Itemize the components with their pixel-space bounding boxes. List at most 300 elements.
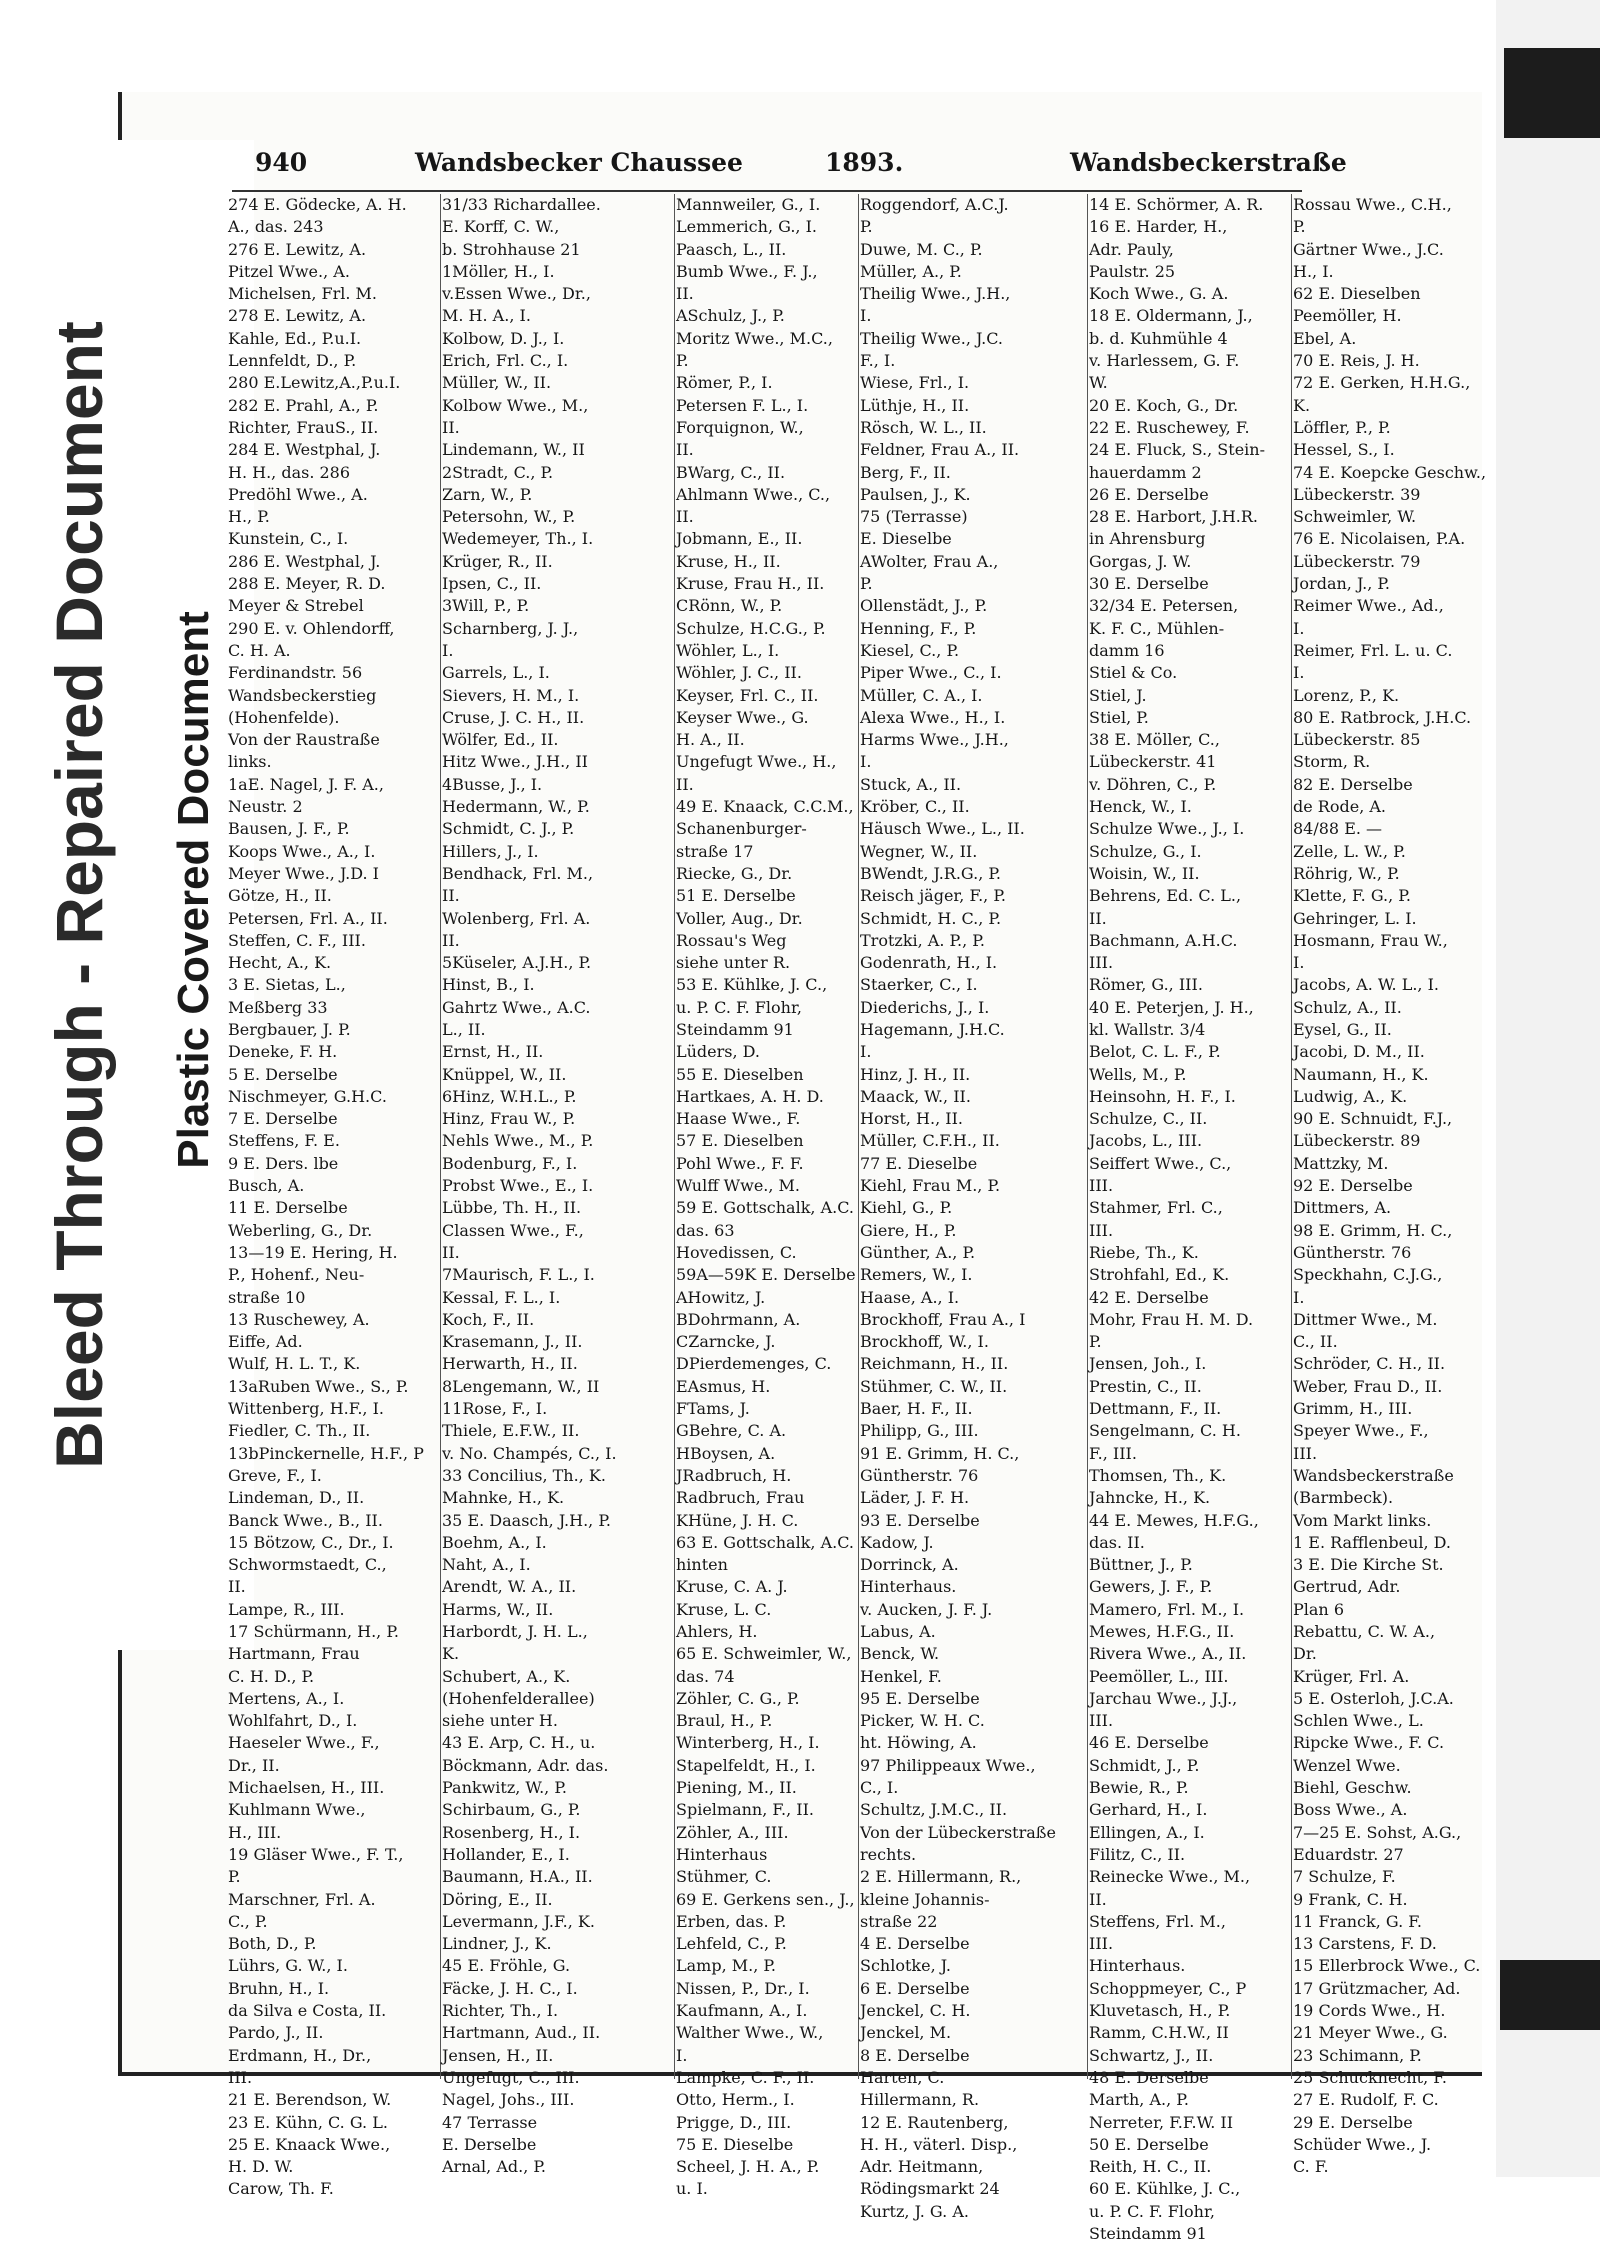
directory-entry-line: Lüders, D. — [676, 1042, 761, 1062]
directory-entry-line: Banck Wwe., B., II. — [228, 1510, 383, 1530]
directory-entry-line: Belot, C. L. F., P. — [1089, 1042, 1221, 1062]
directory-entry-line: Mahnke, H., K. — [442, 1488, 565, 1508]
directory-entry-line: Adr. Pauly, — [1089, 239, 1174, 259]
directory-entry-line: Lübbe, Th. H., II. — [442, 1198, 582, 1218]
directory-entry-line: Piper Wwe., C., I. — [860, 663, 1002, 683]
directory-entry-line: Güntherstr. 76 — [1293, 1242, 1412, 1262]
directory-entry-line: Wiese, Frl., I. — [860, 373, 970, 393]
directory-entry-line: Levermann, J.F., K. — [442, 1911, 595, 1931]
directory-entry-line: Weberling, G., Dr. — [228, 1220, 373, 1240]
directory-entry-line: 25 Schucknecht, F. — [1293, 2067, 1447, 2087]
directory-entry-line: Wittenberg, H.F., I. — [228, 1399, 384, 1419]
directory-entry-line: 50 E. Derselbe — [1089, 2134, 1209, 2154]
directory-entry-line: Wells, M., P. — [1089, 1064, 1187, 1084]
directory-entry-line: Baumann, H.A., II. — [442, 1867, 593, 1887]
directory-entry-line: 13 Carstens, F. D. — [1293, 1934, 1437, 1954]
directory-entry-line: Lehfeld, C., P. — [676, 1934, 787, 1954]
directory-entry-line: I. — [1293, 953, 1305, 973]
directory-entry-line: Petersen F. L., I. — [676, 395, 809, 415]
directory-entry-line: Greve, F., I. — [228, 1465, 322, 1485]
directory-entry-line: 30 E. Derselbe — [1089, 574, 1209, 594]
directory-column-6 — [1293, 194, 1487, 2177]
directory-entry-line: II. — [442, 1242, 460, 1262]
side-label — [24, 140, 254, 1650]
directory-entry-line: Pankwitz, W., P. — [442, 1778, 567, 1798]
directory-entry-line: Winterberg, H., I. — [676, 1733, 820, 1753]
directory-entry-line: kl. Wallstr. 3/4 — [1089, 1019, 1206, 1039]
directory-entry-line: in Ahrensburg — [1089, 529, 1206, 549]
directory-entry-line: 21 E. Berendson, W. — [228, 2090, 392, 2110]
directory-entry-line: Sievers, H. M., I. — [442, 685, 580, 705]
directory-entry-line: 2 E. Hillermann, R., — [860, 1867, 1022, 1887]
directory-entry-line: HBoysen, A. — [676, 1443, 776, 1463]
directory-entry-line: Meyer Wwe., J.D. I — [228, 863, 379, 883]
directory-entry-line: Reinecke Wwe., M., — [1089, 1867, 1251, 1887]
directory-entry-line: Lampke, C. F., II. — [676, 2067, 815, 2087]
directory-entry-line: straße 22 — [860, 1911, 938, 1931]
directory-entry-line: Piening, M., II. — [676, 1778, 797, 1798]
directory-entry-line: Schanenburger- — [676, 819, 807, 839]
directory-entry-line: 23 E. Kühn, C. G. L. — [228, 2112, 388, 2132]
directory-entry-line: Plan 6 — [1293, 1599, 1344, 1619]
directory-entry-line: Koch, F., II. — [442, 1309, 535, 1329]
directory-entry-line: K. — [1293, 395, 1311, 415]
directory-entry-line: E. Dieselbe — [860, 529, 952, 549]
directory-entry-line: Keyser, Frl. C., II. — [676, 685, 819, 705]
directory-entry-line: Mannweiler, G., I. — [676, 195, 821, 214]
column-divider — [858, 194, 859, 2079]
directory-entry-line: P. — [1293, 217, 1306, 237]
directory-entry-line: 80 E. Ratbrock, J.H.C. — [1293, 707, 1472, 727]
directory-entry-line: 12 E. Rautenberg, — [860, 2112, 1009, 2132]
directory-entry-line: Eysel, G., II. — [1293, 1019, 1392, 1039]
directory-entry-line: 7—25 E. Sohst, A.G., — [1293, 1822, 1462, 1842]
directory-entry-line: Ludwig, A., K. — [1293, 1086, 1408, 1106]
directory-entry-line: 31/33 Richardallee. — [442, 195, 601, 214]
directory-entry-line: Busch, A. — [228, 1176, 305, 1196]
directory-entry-line: 278 E. Lewitz, A. — [228, 306, 367, 326]
directory-entry-line: Hinz, Frau W., P. — [442, 1109, 576, 1129]
directory-entry-line: Remers, W., I. — [860, 1265, 973, 1285]
directory-entry-line: 4Busse, J., I. — [442, 774, 543, 794]
directory-entry-line: 282 E. Prahl, A., P. — [228, 395, 379, 415]
directory-entry-line: 1 E. Rafflenbeul, D. — [1293, 1532, 1451, 1552]
directory-entry-line: II. — [676, 774, 694, 794]
directory-entry-line: Schweimler, W. — [1293, 507, 1417, 527]
directory-entry-line: Nischmeyer, G.H.C. — [228, 1086, 387, 1106]
directory-entry-line: Lindeman, D., II. — [228, 1488, 365, 1508]
directory-entry-line: links. — [228, 752, 272, 772]
directory-entry-line: Lübeckerstr. 41 — [1089, 752, 1217, 772]
directory-entry-line: Schlotke, J. — [860, 1956, 951, 1976]
directory-entry-line: Marth, A., P. — [1089, 2090, 1189, 2110]
directory-entry-line: Scharnberg, J. J., — [442, 618, 579, 638]
directory-entry-line: Bergbauer, J. P. — [228, 1019, 351, 1039]
directory-entry-line: Jensen, H., II. — [442, 2045, 554, 2065]
header-year: 1893. — [825, 148, 904, 177]
directory-entry-line: H., III. — [228, 1822, 282, 1842]
directory-entry-line: Peemöller, L., III. — [1089, 1666, 1229, 1686]
directory-entry-line: Mattzky, M. — [1293, 1153, 1389, 1173]
directory-entry-line: 19 Gläser Wwe., F. T., — [228, 1844, 404, 1864]
directory-entry-line: II. — [228, 1577, 246, 1597]
directory-entry-line: Lindemann, W., II — [442, 440, 585, 460]
directory-entry-line: 19 Cords Wwe., H. — [1293, 2001, 1446, 2021]
directory-entry-line: Schüder Wwe., J. — [1293, 2134, 1432, 2154]
directory-entry-line: 76 E. Nicolaisen, P.A. — [1293, 529, 1466, 549]
directory-entry-line: Hovedissen, C. — [676, 1242, 797, 1262]
directory-entry-line: Böckmann, Adr. das. — [442, 1755, 609, 1775]
directory-entry-line: Brockhoff, W., I. — [860, 1332, 989, 1352]
directory-entry-line: Kahle, Ed., P.u.I. — [228, 328, 362, 348]
directory-entry-line: Jobmann, E., II. — [676, 529, 803, 549]
directory-entry-line: rechts. — [860, 1844, 917, 1864]
directory-entry-line: Hinterhaus — [676, 1844, 768, 1864]
directory-entry-line: Von der Lübeckerstraße — [860, 1822, 1056, 1842]
directory-entry-line: Roggendorf, A.C.J. — [860, 195, 1009, 214]
directory-entry-line: Michaelsen, H., III. — [228, 1778, 385, 1798]
directory-entry-line: Forquignon, W., — [676, 417, 804, 437]
directory-entry-line: Zöhler, C. G., P. — [676, 1688, 800, 1708]
directory-entry-line: Hinst, B., I. — [442, 975, 535, 995]
directory-entry-line: Pitzel Wwe., A. — [228, 261, 350, 281]
directory-entry-line: Steindamm 91 — [1089, 2224, 1207, 2244]
directory-entry-line: Hollander, E., I. — [442, 1844, 570, 1864]
directory-entry-line: Lüthje, H., II. — [860, 395, 970, 415]
directory-entry-line: Rödingsmarkt 24 — [860, 2179, 1000, 2199]
directory-entry-line: Lübeckerstr. 79 — [1293, 551, 1421, 571]
directory-entry-line: AWolter, Frau A., — [860, 551, 999, 571]
directory-entry-line: 280 E.Lewitz,A.,P.u.I. — [228, 373, 401, 393]
directory-entry-line: Stiel, P. — [1089, 707, 1149, 727]
directory-entry-line: Garrels, L., I. — [442, 663, 550, 683]
directory-entry-line: Mamero, Frl. M., I. — [1089, 1599, 1245, 1619]
directory-entry-line: Neustr. 2 — [228, 797, 303, 817]
directory-entry-line: Lennfeldt, D., P. — [228, 351, 357, 371]
directory-entry-line: C., P. — [228, 1911, 268, 1931]
directory-entry-line: Steffens, F. E. — [228, 1131, 340, 1151]
directory-entry-line: Naht, A., I. — [442, 1555, 531, 1575]
directory-entry-line: Wandsbeckerstieg — [228, 685, 377, 705]
directory-entry-line: Harms, W., II. — [442, 1599, 554, 1619]
directory-entry-line: DPierdemenges, C. — [676, 1354, 832, 1374]
directory-entry-line: u. P. C. F. Flohr, — [676, 997, 802, 1017]
directory-entry-line: Stühmer, C. W., II. — [860, 1376, 1008, 1396]
directory-entry-line: Bendhack, Frl. M., — [442, 863, 594, 883]
directory-entry-line: Gahrtz Wwe., A.C. — [442, 997, 591, 1017]
directory-column-2 — [442, 194, 672, 2177]
directory-entry-line: Erben, das. P. — [676, 1911, 787, 1931]
directory-entry-line: 59A—59K E. Derselbe — [676, 1265, 856, 1285]
directory-entry-line: siehe unter R. — [676, 953, 791, 973]
directory-entry-line: II. — [442, 930, 460, 950]
directory-entry-line: 69 E. Gerkens sen., J., — [676, 1889, 855, 1909]
directory-entry-line: Lampe, R., III. — [228, 1599, 345, 1619]
directory-entry-line: Schlen Wwe., L. — [1293, 1711, 1424, 1731]
directory-entry-line: Knüppel, W., II. — [442, 1064, 567, 1084]
directory-entry-line: Hartmann, Frau — [228, 1644, 360, 1664]
directory-entry-line: CRönn, W., P. — [676, 596, 783, 616]
directory-entry-line: 49 E. Knaack, C.C.M., — [676, 797, 854, 817]
directory-entry-line: Speckhahn, C.J.G., — [1293, 1265, 1443, 1285]
directory-entry-line: 1aE. Nagel, J. F. A., — [228, 774, 384, 794]
directory-entry-line: Kruse, H., II. — [676, 551, 781, 571]
directory-entry-line: 55 E. Dieselben — [676, 1064, 804, 1084]
directory-entry-line: Döring, E., II. — [442, 1889, 553, 1909]
directory-entry-line: straße 17 — [676, 841, 754, 861]
directory-entry-line: Richter, Th., I. — [442, 2001, 559, 2021]
directory-entry-line: Kunstein, C., I. — [228, 529, 349, 549]
directory-entry-line: das. II. — [1089, 1532, 1145, 1552]
directory-entry-line: C. H. A. — [228, 640, 291, 660]
directory-entry-line: Walther Wwe., W., — [676, 2023, 824, 2043]
directory-entry-line: Harbordt, J. H. L., — [442, 1622, 588, 1641]
directory-entry-line: 84/88 E. — — [1293, 819, 1383, 839]
directory-entry-line: Hinterhaus. — [1089, 1956, 1186, 1976]
directory-entry-line: Hedermann, W., P. — [442, 797, 590, 817]
directory-entry-line: Paulsen, J., K. — [860, 484, 971, 504]
directory-entry-line: Meyer & Strebel — [228, 596, 364, 616]
directory-entry-line: Kessal, F. L., I. — [442, 1287, 561, 1307]
directory-entry-line: 40 E. Peterjen, J. H., — [1089, 997, 1254, 1017]
directory-column-5 — [1089, 194, 1289, 2244]
directory-entry-line: Jordan, J., P. — [1293, 574, 1390, 594]
directory-entry-line: Krüger, Frl. A. — [1293, 1666, 1410, 1686]
directory-entry-line: 13aRuben Wwe., S., P. — [228, 1376, 409, 1396]
directory-entry-line: v.Essen Wwe., Dr., — [442, 284, 591, 304]
directory-entry-line: 43 E. Arp, C. H., u. — [442, 1733, 596, 1753]
directory-entry-line: 3 E. Sietas, L., — [228, 975, 346, 995]
directory-entry-line: 57 E. Dieselben — [676, 1131, 804, 1151]
directory-entry-line: 93 E. Derselbe — [860, 1510, 980, 1530]
directory-entry-line: 17 Schürmann, H., P. — [228, 1622, 399, 1641]
directory-entry-line: Riecke, G., Dr. — [676, 863, 793, 883]
directory-entry-line: Thomsen, Th., K. — [1089, 1465, 1227, 1485]
directory-entry-line: 59 E. Gottschalk, A.C. — [676, 1198, 854, 1218]
directory-entry-line: H., P. — [228, 507, 270, 527]
directory-entry-line: Haase, A., I. — [860, 1287, 960, 1307]
directory-entry-line: Hagemann, J.H.C. — [860, 1019, 1005, 1039]
directory-entry-line: de Rode, A. — [1293, 797, 1386, 817]
directory-entry-line: Wöhler, L., I. — [676, 640, 780, 660]
page-number: 940 — [255, 148, 308, 177]
directory-entry-line: Jenckel, M. — [860, 2023, 952, 2043]
directory-entry-line: Schulze Wwe., J., I. — [1089, 819, 1245, 839]
side-label-line-2: Plastic Covered Document — [169, 611, 218, 1169]
directory-entry-line: Schultz, J.M.C., II. — [860, 1800, 1008, 1820]
directory-entry-line: 72 E. Gerken, H.H.G., — [1293, 373, 1471, 393]
header-right-title: Wandsbeckerstraße — [1070, 148, 1347, 177]
directory-entry-line: Speyer Wwe., F., — [1293, 1421, 1429, 1441]
directory-entry-line: Stapelfeldt, H., I. — [676, 1755, 816, 1775]
directory-entry-line: Stiel & Co. — [1089, 663, 1178, 683]
directory-entry-line: 11Rose, F., I. — [442, 1399, 548, 1419]
directory-entry-line: Lemmerich, G., I. — [676, 217, 817, 237]
directory-entry-line: u. P. C. F. Flohr, — [1089, 2201, 1215, 2221]
directory-entry-line: Rivera Wwe., A., II. — [1089, 1644, 1247, 1664]
directory-entry-line: I. — [860, 1042, 872, 1062]
directory-entry-line: II. — [1089, 908, 1107, 928]
directory-entry-line: 65 E. Schweimler, W., — [676, 1644, 852, 1664]
directory-entry-line: Labus, A. — [860, 1622, 936, 1641]
directory-entry-line: Löffler, P., P. — [1293, 417, 1391, 437]
directory-entry-line: 35 E. Daasch, J.H., P. — [442, 1510, 611, 1530]
directory-entry-line: v. Aucken, J. F. J. — [860, 1599, 993, 1619]
directory-entry-line: 20 E. Koch, G., Dr. — [1089, 395, 1239, 415]
directory-entry-line: Behrens, Ed. C. L., — [1089, 886, 1242, 906]
directory-entry-line: 70 E. Reis, J. H. — [1293, 351, 1420, 371]
directory-entry-line: Lorenz, P., K. — [1293, 685, 1400, 705]
directory-entry-line: Schröder, C. H., II. — [1293, 1354, 1446, 1374]
directory-entry-line: Carow, Th. F. — [228, 2179, 334, 2199]
directory-entry-line: AHowitz, J. — [676, 1287, 766, 1307]
directory-entry-line: Bruhn, H., I. — [228, 1978, 330, 1998]
directory-entry-line: Berg, F., II. — [860, 462, 951, 482]
directory-entry-line: 98 E. Grimm, H. C., — [1293, 1220, 1453, 1240]
directory-entry-line: Riebe, Th., K. — [1089, 1242, 1199, 1262]
directory-entry-line: Hinterhaus. — [860, 1577, 957, 1597]
directory-entry-line: 77 E. Dieselbe — [860, 1153, 978, 1173]
directory-entry-line: M. H. A., I. — [442, 306, 531, 326]
directory-entry-line: Bewie, R., P. — [1089, 1778, 1189, 1798]
directory-entry-line: Thiele, E.F.W., II. — [442, 1421, 580, 1441]
directory-entry-line: 48 E. Derselbe — [1089, 2067, 1209, 2087]
directory-entry-line: 7Maurisch, F. L., I. — [442, 1265, 595, 1285]
directory-entry-line: Predöhl Wwe., A. — [228, 484, 368, 504]
directory-entry-line: 23 Schimann, P. — [1293, 2045, 1422, 2065]
directory-entry-line: Stühmer, C. — [676, 1867, 772, 1887]
directory-entry-line: Reisch jäger, F., P. — [860, 886, 1006, 906]
directory-entry-line: BWendt, J.R.G., P. — [860, 863, 1001, 883]
directory-entry-line: Moritz Wwe., M.C., — [676, 328, 833, 348]
directory-entry-line: Steffens, Frl. M., — [1089, 1911, 1226, 1931]
directory-entry-line: Kruse, Frau H., II. — [676, 574, 825, 594]
directory-entry-line: Ebel, A. — [1293, 328, 1357, 348]
directory-entry-line: 286 E. Westphal, J. — [228, 551, 381, 571]
directory-entry-line: 14 E. Schörmer, A. R. — [1089, 195, 1264, 214]
directory-entry-line: Schoppmeyer, C., P — [1089, 1978, 1247, 1998]
directory-entry-line: Lübeckerstr. 89 — [1293, 1131, 1421, 1151]
directory-entry-line: III. — [1089, 953, 1114, 973]
directory-entry-line: Klette, F. G., P. — [1293, 886, 1411, 906]
directory-entry-line: Gerhard, H., I. — [1089, 1800, 1208, 1820]
directory-entry-line: v. No. Champés, C., I. — [442, 1443, 617, 1463]
directory-entry-line: Arendt, W. A., II. — [442, 1577, 577, 1597]
directory-entry-line: Reimer Wwe., Ad., — [1293, 596, 1444, 616]
scan-edge-dark-bottom — [1500, 1960, 1600, 2030]
directory-entry-line: 29 E. Derselbe — [1293, 2112, 1413, 2132]
directory-entry-line: Alexa Wwe., H., I. — [860, 707, 1006, 727]
directory-entry-line: 9 Frank, C. H. — [1293, 1889, 1408, 1909]
directory-entry-line: Hartkaes, A. H. D. — [676, 1086, 824, 1106]
directory-entry-line: C. H. D., P. — [228, 1666, 315, 1686]
directory-entry-line: Gertrud, Adr. — [1293, 1577, 1401, 1597]
directory-entry-line: Wedemeyer, Th., I. — [442, 529, 594, 549]
directory-entry-line: Dr., II. — [228, 1755, 280, 1775]
directory-entry-line: 38 E. Möller, C., — [1089, 730, 1220, 750]
directory-entry-line: 7 Schulze, F. — [1293, 1867, 1396, 1887]
directory-entry-line: Trotzki, A. P., P. — [860, 930, 985, 950]
directory-entry-line: Koops Wwe., A., I. — [228, 841, 376, 861]
column-divider — [1291, 194, 1292, 2079]
directory-entry-line: Steffen, C. F., III. — [228, 930, 366, 950]
directory-entry-line: Gorgas, J. W. — [1089, 551, 1192, 571]
directory-entry-line: Jensen, Joh., I. — [1089, 1354, 1207, 1374]
directory-entry-line: Bumb Wwe., F. J., — [676, 261, 818, 281]
directory-entry-line: 46 E. Derselbe — [1089, 1733, 1209, 1753]
directory-entry-line: Baer, H. F., II. — [860, 1399, 973, 1419]
directory-entry-line: 33 Concilius, Th., K. — [442, 1465, 606, 1485]
directory-entry-line: 42 E. Derselbe — [1089, 1287, 1209, 1307]
directory-entry-line: hinten — [676, 1555, 728, 1575]
directory-entry-line: kleine Johannis- — [860, 1889, 990, 1909]
directory-entry-line: W. — [1089, 373, 1108, 393]
directory-entry-line: Schubert, A., K. — [442, 1666, 571, 1686]
directory-entry-line: H. A., II. — [676, 730, 745, 750]
directory-entry-line: 3 E. Die Kirche St. — [1293, 1555, 1444, 1575]
directory-entry-line: Dettmann, F., II. — [1089, 1399, 1222, 1419]
directory-entry-line: Rossau Wwe., C.H., — [1293, 195, 1452, 214]
directory-entry-line: Jarchau Wwe., J.J., — [1089, 1688, 1238, 1708]
directory-entry-line: 3Will, P., P. — [442, 596, 530, 616]
directory-entry-line: (Barmbeck). — [1293, 1488, 1394, 1508]
directory-entry-line: Kolbow, D. J., I. — [442, 328, 565, 348]
directory-entry-line: 53 E. Kühlke, J. C., — [676, 975, 828, 995]
directory-entry-line: Strohfahl, Ed., K. — [1089, 1265, 1230, 1285]
directory-entry-line: Schirbaum, G., P. — [442, 1800, 581, 1820]
directory-entry-line: Mewes, H.F.G., II. — [1089, 1622, 1235, 1641]
directory-entry-line: Schmidt, C. J., P. — [442, 819, 575, 839]
directory-entry-line: BDohrmann, A. — [676, 1309, 801, 1329]
directory-entry-line: Kolbow Wwe., M., — [442, 395, 589, 415]
directory-entry-line: Dittmer Wwe., M. — [1293, 1309, 1438, 1329]
directory-entry-line: v. Döhren, C., P. — [1089, 774, 1217, 794]
directory-entry-line: 92 E. Derselbe — [1293, 1176, 1413, 1196]
directory-entry-line: Kruse, C. A. J. — [676, 1577, 788, 1597]
directory-entry-line: FTams, J. — [676, 1399, 750, 1419]
directory-entry-line: Koch Wwe., G. A. — [1089, 284, 1229, 304]
directory-entry-line: Wenzel Wwe. — [1293, 1755, 1401, 1775]
directory-entry-line: Ollenstädt, J., P. — [860, 596, 988, 616]
directory-entry-line: Staerker, C., I. — [860, 975, 978, 995]
directory-entry-line: P. — [860, 574, 873, 594]
directory-entry-line: Haase Wwe., F. — [676, 1109, 801, 1129]
directory-entry-line: b. d. Kuhmühle 4 — [1089, 328, 1228, 348]
directory-entry-line: 9 E. Ders. lbe — [228, 1153, 339, 1173]
directory-entry-line: Schwartz, J., II. — [1089, 2045, 1214, 2065]
directory-entry-line: 6Hinz, W.H.L., P. — [442, 1086, 577, 1106]
directory-entry-line: Cruse, J. C. H., II. — [442, 707, 585, 727]
directory-entry-line: I. — [442, 640, 454, 660]
directory-entry-line: Römer, G., III. — [1089, 975, 1203, 995]
directory-entry-line: 90 E. Schnuidt, F.J., — [1293, 1109, 1453, 1129]
directory-entry-line: 24 E. Fluck, S., Stein- — [1089, 440, 1265, 460]
directory-entry-line: Marschner, Frl. A. — [228, 1889, 376, 1909]
directory-entry-line: C., II. — [1293, 1332, 1338, 1352]
directory-entry-line: Harms Wwe., J.H., — [860, 730, 1009, 750]
directory-entry-line: Kaufmann, A., I. — [676, 2001, 808, 2021]
directory-entry-line: 13—19 E. Hering, H. — [228, 1242, 398, 1262]
directory-entry-line: Schulze, H.C.G., P. — [676, 618, 826, 638]
directory-entry-line: Kröber, C., II. — [860, 797, 970, 817]
directory-entry-line: Braul, H., P. — [676, 1711, 773, 1731]
directory-entry-line: Eiffe, Ad. — [228, 1332, 303, 1352]
directory-entry-line: Hosmann, Frau W., — [1293, 930, 1448, 950]
directory-entry-line: Jenckel, C. H. — [860, 2001, 971, 2021]
directory-entry-line: P. — [676, 351, 689, 371]
directory-entry-line: Giere, H., P. — [860, 1220, 957, 1240]
directory-entry-line: Hinz, J. H., II. — [860, 1064, 971, 1084]
